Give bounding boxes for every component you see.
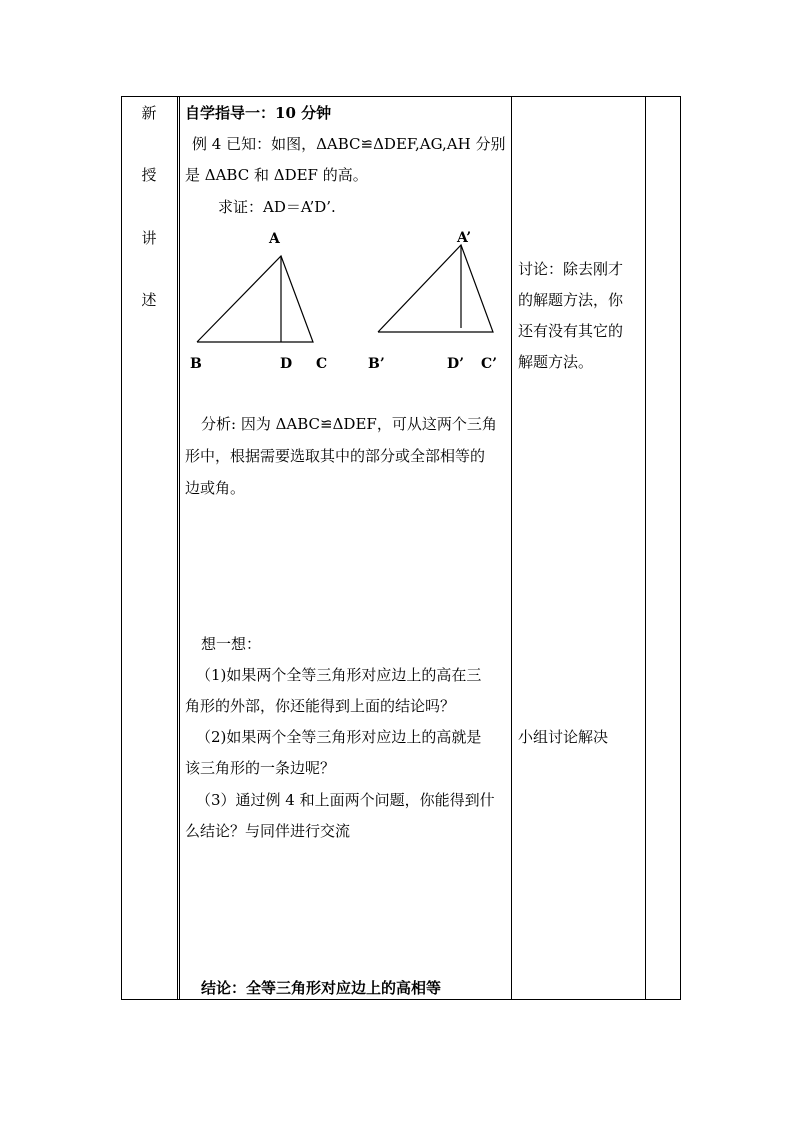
triangle-a-prime-b-prime-c-prime — [378, 245, 493, 332]
label-point-c-prime: C’ — [481, 356, 498, 372]
analysis-line-2: 形中，根据需要选取其中的部分或全部相等的 — [185, 447, 486, 465]
question-1-line-2: 角形的外部，你还能得到上面的结论吗？ — [185, 697, 456, 715]
label-point-a: A — [269, 231, 280, 247]
discussion-line-1: 讨论：除去刚才 — [518, 260, 624, 278]
example-text-line-2: 是 ΔABC 和 ΔDEF 的高。 — [185, 166, 368, 184]
triangle-abc — [197, 256, 313, 342]
table-bottom-border — [121, 999, 681, 1000]
table-right-border — [680, 96, 681, 1000]
triangle-figure — [180, 225, 510, 375]
section-heading: 自学指导一：10 分钟 — [185, 104, 332, 122]
side-label-char-4: 述 — [141, 291, 157, 309]
label-point-d: D — [280, 356, 293, 372]
table-left-border — [121, 96, 122, 1000]
discussion-line-4: 解题方法。 — [518, 353, 594, 371]
question-1-line-1: （1)如果两个全等三角形对应边上的高在三 — [196, 666, 482, 684]
label-point-c: C — [316, 356, 328, 372]
label-point-b-prime: B’ — [368, 356, 385, 372]
think-title: 想一想： — [201, 635, 262, 653]
example-text-line-1: 例 4 已知：如图，ΔABC≌ΔDEF,AG,AH 分别 — [192, 135, 506, 153]
question-2-line-2: 该三角形的一条边呢？ — [185, 759, 336, 777]
discussion-line-2: 的解题方法，你 — [518, 291, 624, 309]
table-top-border — [121, 96, 681, 97]
table-column-divider-1 — [177, 96, 178, 1000]
question-2-line-1: （2)如果两个全等三角形对应边上的高就是 — [196, 728, 482, 746]
label-point-a-prime: A’ — [457, 230, 472, 246]
table-column-divider-2 — [511, 96, 512, 1000]
table-column-divider-3 — [645, 96, 646, 1000]
analysis-line-3: 边或角。 — [185, 479, 246, 497]
group-discussion-note: 小组讨论解决 — [518, 728, 609, 746]
side-label-char-2: 授 — [141, 166, 157, 184]
conclusion: 结论：全等三角形对应边上的高相等 — [201, 979, 442, 997]
analysis-line-1: 分析: 因为 ΔABC≌ΔDEF，可从这两个三角 — [201, 415, 497, 433]
prove-statement: 求证：AD＝A’D’. — [218, 198, 336, 216]
question-3-line-2: 么结论？与同伴进行交流 — [185, 822, 351, 840]
discussion-line-3: 还有没有其它的 — [518, 322, 624, 340]
side-label-char-3: 讲 — [141, 229, 157, 247]
question-3-line-1: （3）通过例 4 和上面两个问题，你能得到什 — [196, 791, 495, 809]
label-point-b: B — [190, 356, 202, 372]
side-label-char-1: 新 — [141, 104, 157, 122]
label-point-d-prime: D’ — [447, 356, 465, 372]
